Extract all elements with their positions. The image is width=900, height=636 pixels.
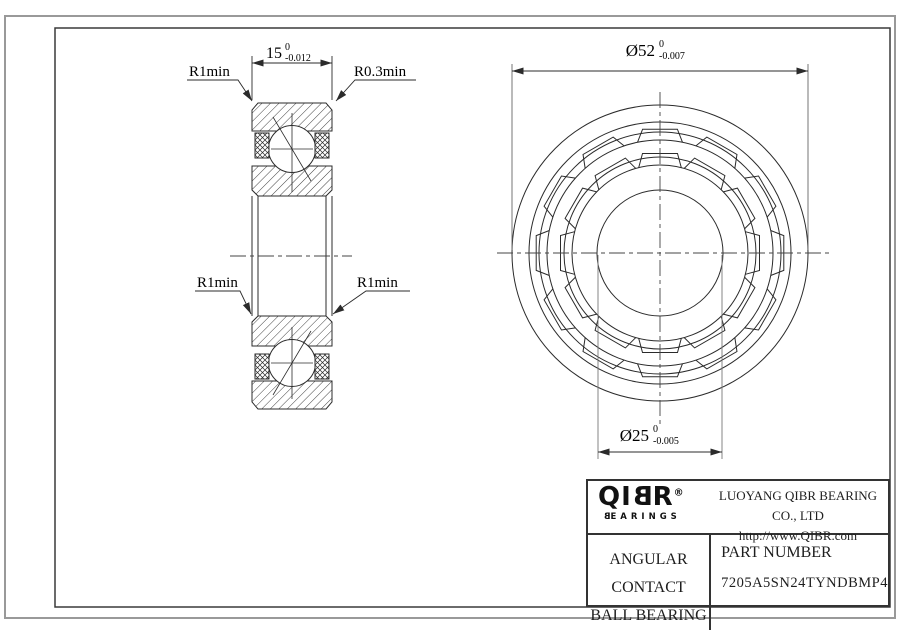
label-r1min-top-left: R1min: [189, 64, 230, 80]
dim-od-tol-lower: -0.007: [659, 51, 685, 62]
dim-width-tol-upper: 0: [285, 42, 290, 53]
label-r1min-mid-left: R1min: [197, 275, 238, 291]
dim-width-value: 15: [266, 45, 282, 62]
logo: [588, 481, 708, 533]
product-description: [588, 535, 711, 630]
cross-section-view: [230, 103, 352, 409]
logo-wordmark: QIBR®: [598, 482, 685, 512]
company-info: [708, 481, 888, 544]
cage-section: [255, 133, 269, 158]
dim-bore-tol-lower: -0.005: [653, 436, 679, 447]
front-view: [497, 92, 832, 428]
part-number-label: PART NUMBER: [721, 544, 832, 561]
product-line2: BALL BEARING: [590, 607, 707, 624]
dim-width-tol-lower: -0.012: [285, 53, 311, 64]
company-name: LUOYANG QIBR BEARING CO., LTD: [718, 488, 878, 524]
dim-od-tol-upper: 0: [659, 39, 664, 50]
title-block-lower-row: [588, 535, 888, 630]
company-website: http://www.QIBR.com: [738, 528, 858, 544]
cage-section: [315, 354, 329, 379]
label-r03min-top-right: R0.3min: [354, 64, 407, 80]
dim-bore-value: Ø25: [619, 426, 649, 445]
cage-section: [255, 354, 269, 379]
label-r1min-mid-right: R1min: [357, 275, 398, 291]
title-block-header-row: [588, 481, 888, 544]
part-number-cell: [711, 535, 888, 630]
cage-section: [315, 133, 329, 158]
part-number-value: 7205A5SN24TYNDBMP4: [721, 575, 888, 591]
registered-mark: ®: [673, 487, 685, 499]
title-block: [586, 479, 890, 624]
dim-bore-tol-upper: 0: [653, 424, 658, 435]
dim-od-value: Ø52: [625, 41, 655, 60]
product-line1: ANGULAR CONTACT: [609, 551, 688, 596]
logo-tagline: BEARINGS: [600, 512, 681, 522]
